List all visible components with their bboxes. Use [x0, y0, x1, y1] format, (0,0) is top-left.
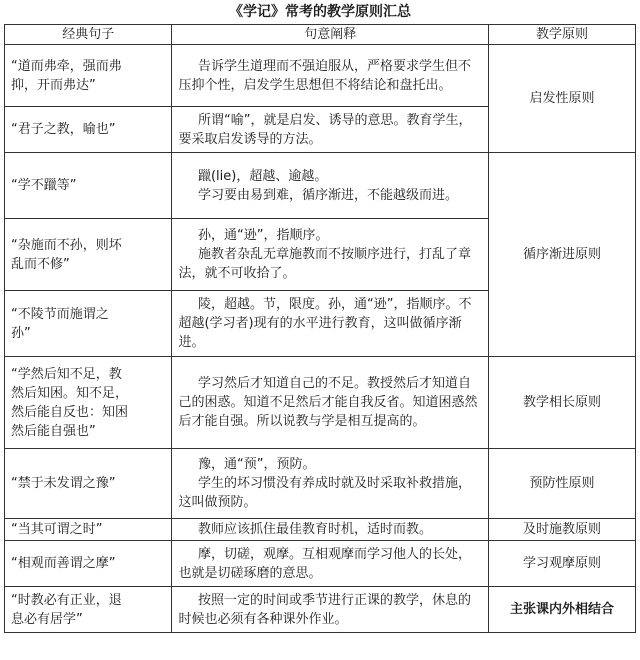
- meaning-text: 按照一定的时间或季节进行正课的教学，休息的时候也必须有各种课外作业。: [178, 592, 471, 627]
- classic-line: 抑，开而弗达”: [11, 77, 96, 93]
- meaning-text: 孙，通“逊”，指顺序。: [197, 228, 329, 243]
- meaning-cell: [172, 45, 489, 107]
- principle-cell: 学习观摩原则: [489, 541, 636, 587]
- classic-sentence-cell: [5, 357, 172, 449]
- classic-sentence-cell: [5, 107, 172, 153]
- meaning-text: 教师应该抓住最佳教育时机，适时而教。: [197, 522, 432, 537]
- classic-line: “时教必有正业，退: [11, 592, 122, 608]
- classic-line: 乱而不修”: [11, 256, 70, 272]
- meaning-cell: [172, 587, 489, 633]
- table-header-row: [5, 25, 636, 45]
- classic-line: 息必有居学”: [11, 611, 83, 627]
- table-row: [5, 519, 636, 541]
- meaning-cell: [172, 357, 489, 449]
- classic-line: “君子之教，喻也”: [11, 122, 116, 137]
- classic-sentence-cell: [5, 45, 172, 107]
- header-principle: 教学原则: [489, 25, 636, 45]
- classic-sentence-cell: [5, 153, 172, 219]
- classic-line: 然后能自反也：知困: [11, 404, 129, 420]
- meaning-text: 学生的坏习惯没有养成时就及时采取补救措施，这叫做预防。: [178, 476, 471, 510]
- meaning-cell: [172, 219, 489, 291]
- classic-line: “学然后知不足，教: [11, 366, 122, 382]
- meaning-cell: [172, 519, 489, 541]
- meaning-text: 学习要由易到难，循序渐进，不能越级而进。: [197, 187, 458, 203]
- classic-line: “杂施而不孙，则坏: [11, 237, 122, 253]
- table-row: [5, 45, 636, 107]
- document-title: 《学记》常考的教学原则汇总: [229, 4, 411, 20]
- classic-line: “当其可谓之时”: [11, 522, 103, 537]
- principles-table: [4, 24, 636, 633]
- classic-line: “学不躐等”: [11, 178, 77, 193]
- classic-sentence-cell: [5, 449, 172, 519]
- classic-line: “相观而善谓之摩”: [11, 556, 116, 571]
- classic-line: “不陵节而施谓之: [11, 306, 109, 322]
- classic-sentence-cell: [5, 219, 172, 291]
- classic-line: 然后能自强也”: [11, 423, 96, 439]
- principle-cell: 预防性原则: [489, 449, 636, 519]
- meaning-cell: [172, 541, 489, 587]
- meaning-text: 告诉学生道理而不强迫服从，严格要求学生但不压抑个性，启发学生思想但不将结论和盘托出。: [178, 58, 471, 93]
- table-row: [5, 153, 636, 219]
- meaning-text: 学习然后才知道自己的不足。教授然后才知道自己的困惑。知道不足然后才能自我反省。知道困惑然后才能自强。所以说教与学是相互提高的。: [178, 376, 478, 429]
- principle-cell: 教学相长原则: [489, 357, 636, 449]
- meaning-text: 所谓“喻”，就是启发、诱导的意思。教育学生，要采取启发诱导的方法。: [178, 112, 472, 147]
- meaning-cell: [172, 291, 489, 357]
- header-meaning: 句意阐释: [172, 25, 489, 45]
- meaning-text: 躐(lie)，超越、逾越。: [197, 168, 328, 184]
- meaning-text: 陵，超越。节，限度。孙，通“逊”，指顺序。不超越(学习者)现有的水平进行教育，这叫做循序渐进。: [178, 297, 472, 350]
- classic-sentence-cell: [5, 291, 172, 357]
- table-row: [5, 541, 636, 587]
- principle-cell: 及时施教原则: [489, 519, 636, 541]
- principle-cell: 主张课内外相结合: [489, 587, 636, 633]
- meaning-text: 施教者杂乱无章施教而不按顺序进行，打乱了章法，就不可收拾了。: [178, 247, 471, 281]
- classic-sentence-cell: [5, 541, 172, 587]
- principle-cell: 启发性原则: [489, 45, 636, 153]
- table-row: [5, 587, 636, 633]
- table-row: [5, 449, 636, 519]
- header-classic-sentence: 经典句子: [5, 25, 172, 45]
- meaning-cell: [172, 107, 489, 153]
- classic-sentence-cell: [5, 587, 172, 633]
- meaning-text: 豫，通“预”，预防。: [197, 457, 316, 472]
- principle-cell: 循序渐进原则: [489, 153, 636, 357]
- classic-line: 孙”: [11, 325, 31, 341]
- classic-line: “道而弗牵，强而弗: [11, 58, 122, 74]
- classic-sentence-cell: [5, 519, 172, 541]
- classic-line: 然后知困。知不足，: [11, 385, 129, 401]
- meaning-text: 摩，切磋，观摩。互相观摩而学习他人的长处，也就是切磋琢磨的意思。: [178, 546, 471, 581]
- meaning-cell: [172, 153, 489, 219]
- table-row: [5, 357, 636, 449]
- meaning-cell: [172, 449, 489, 519]
- classic-line: “禁于未发谓之豫”: [11, 476, 116, 491]
